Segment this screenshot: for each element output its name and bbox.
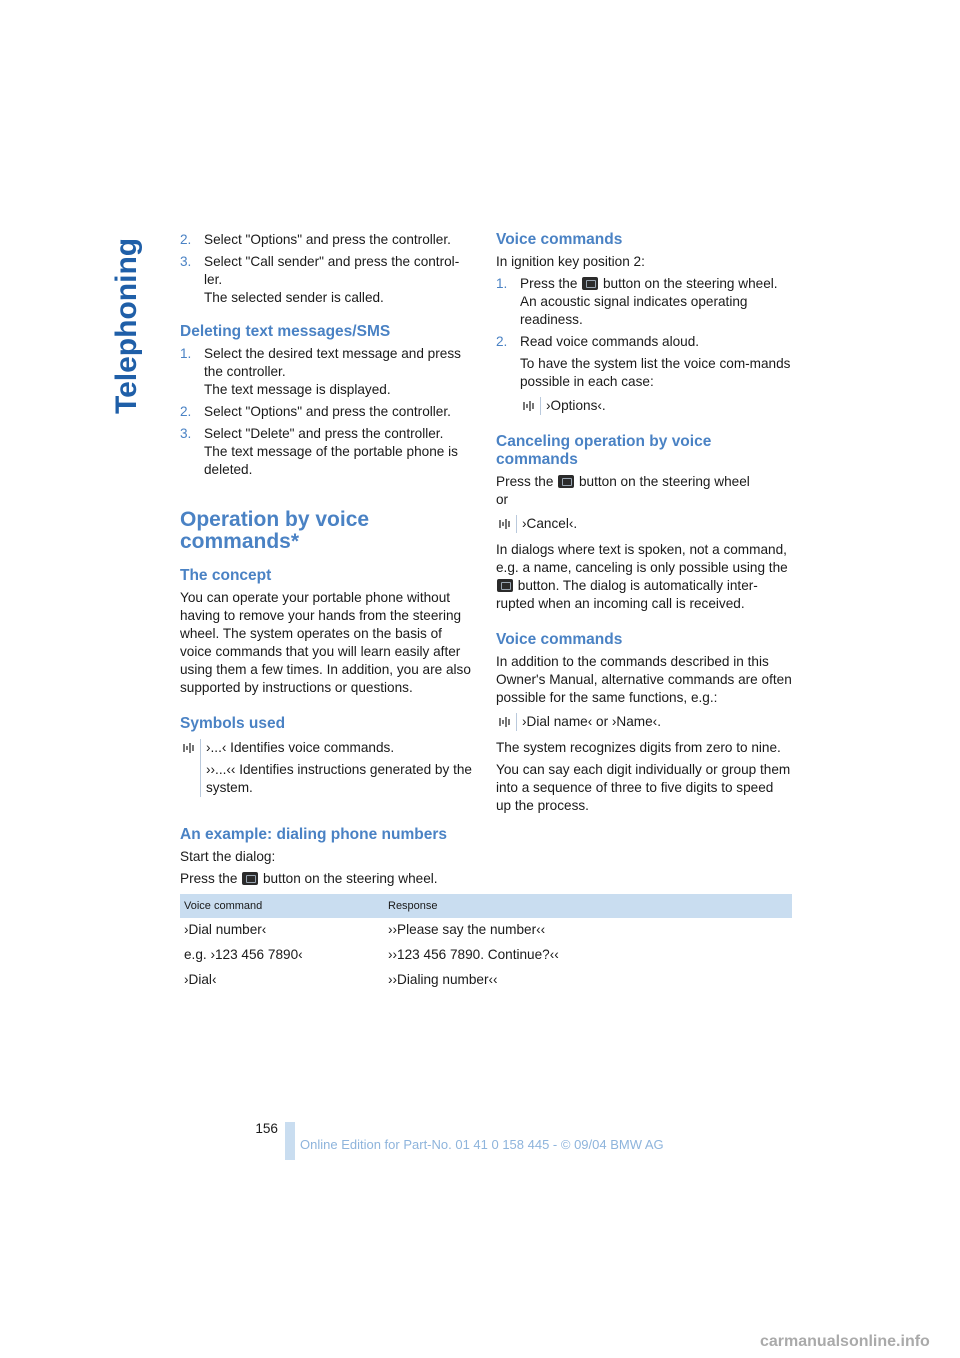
heading-the-concept: The concept [180, 567, 272, 584]
concept-paragraph: You can operate your portable phone without having to remove your hands from the steering wheel. The system operates on the basis of voice commands that you will learn easily after using them a few times. In addition, you are also supported by instructions or questions. [180, 590, 471, 695]
list-item [180, 345, 476, 399]
voice-command-icon [520, 397, 541, 415]
table-cell: ››123 456 7890. Continue?‹‹ [384, 943, 792, 968]
heading-canceling-operation: Canceling operation by voice commands [496, 433, 712, 468]
voice-command-icon [496, 713, 517, 731]
dialog-text: button. The dialog is automatically inter-rupted when an incoming call is received. [496, 578, 758, 611]
steering-wheel-voice-button-icon [582, 277, 598, 290]
heading-example-dialing: An example: dialing phone numbers [180, 826, 447, 843]
voice-command-table [180, 894, 792, 993]
heading-symbols-used: Symbols used [180, 715, 286, 732]
step-number: 1. [496, 276, 508, 291]
table-row [180, 918, 792, 943]
list-item [180, 253, 476, 307]
step-hint-text: To have the system list the voice com-mands possible in each case: [520, 356, 791, 389]
dialog-text: In dialogs where text is spoken, not a command, e.g. a name, canceling is only possible using the [496, 542, 788, 575]
symbols-voice-block [180, 739, 476, 797]
table-row [180, 968, 792, 993]
step-number: 1. [180, 346, 192, 361]
table-cell: ››Dialing number‹‹ [384, 968, 792, 993]
group-digits-text: You can say each digit individually or group them into a sequence of three to five digits to speed up the process. [496, 762, 791, 813]
step-result-text: The text message is displayed. [204, 382, 391, 397]
step-number: 2. [180, 404, 192, 419]
list-item [180, 231, 476, 249]
steering-wheel-voice-button-icon [497, 579, 513, 592]
example-section [180, 826, 792, 993]
step-text: Select the desired text message and press the controller. [204, 346, 461, 379]
steps-delete-message [180, 345, 476, 479]
steering-wheel-voice-button-icon [558, 475, 574, 488]
steps-voice-commands [496, 275, 792, 391]
step-number: 2. [180, 232, 192, 247]
table-row [180, 943, 792, 968]
options-voice-block [520, 397, 792, 415]
list-item [496, 275, 792, 329]
table-cell: e.g. ›123 456 7890‹ [180, 943, 384, 968]
dialog-cancel-paragraph [496, 541, 792, 613]
alternative-commands-text: In addition to the commands described in this Owner's Manual, alternative commands are often possible for the same functions, e.g.: [496, 654, 792, 705]
step-result-text: The selected sender is called. [204, 290, 384, 305]
cancel-paragraph [496, 473, 792, 509]
chapter-side-title [112, 230, 152, 420]
voice-command-icon [180, 739, 201, 797]
heading-deleting-messages: Deleting text messages/SMS [180, 323, 391, 340]
example-press-a: Press the [180, 871, 238, 886]
symbol-system-instruction-text: ››...‹‹ Identifies instructions generated by the system. [206, 762, 472, 795]
steering-wheel-voice-button-icon [242, 872, 258, 885]
chapter-title-text: Telephoning [110, 237, 143, 414]
step-number: 3. [180, 254, 192, 269]
column-header-voice-command: Voice command [180, 894, 384, 918]
example-press-text [180, 870, 792, 888]
symbol-voice-command-text: ›...‹ Identifies voice commands. [206, 740, 395, 755]
list-item [496, 333, 792, 391]
left-column [180, 231, 476, 805]
cancel-text: Press the [496, 474, 554, 489]
table-header-row [180, 894, 792, 918]
example-start-text: Start the dialog: [180, 849, 276, 864]
step-result-text: The text message of the portable phone is deleted. [204, 444, 458, 477]
right-column [496, 231, 792, 819]
step-text: Press the [520, 276, 578, 291]
footer-accent-bar [285, 1122, 295, 1160]
cancel-text: button on the steering wheel [578, 474, 750, 489]
page-number: 156 [255, 1121, 278, 1136]
voice-command-icon [496, 515, 517, 533]
options-command-text: ›Options‹. [546, 398, 606, 413]
step-number: 3. [180, 426, 192, 441]
table-cell: ›Dial‹ [180, 968, 384, 993]
step-number: 2. [496, 334, 508, 349]
step-text: button on the steering wheel. [602, 276, 778, 291]
step-result-text: An acoustic signal indicates operating readiness. [520, 294, 748, 327]
list-item [180, 403, 476, 421]
list-item [180, 425, 476, 479]
cancel-voice-block [496, 515, 792, 533]
watermark: carmanualsonline.info [760, 1333, 930, 1350]
column-header-response: Response [384, 894, 792, 918]
dial-name-command-text: ›Dial name‹ or ›Name‹. [522, 714, 661, 729]
footer-edition-text: Online Edition for Part-No. 01 41 0 158 445 - © 09/04 BMW AG [300, 1137, 664, 1152]
digits-text: The system recognizes digits from zero to nine. [496, 740, 781, 755]
voice-intro-text: In ignition key position 2: [496, 254, 645, 269]
table-cell: ››Please say the number‹‹ [384, 918, 792, 943]
example-press-b: button on the steering wheel. [262, 871, 438, 886]
step-text: Read voice commands aloud. [520, 334, 700, 349]
step-text: Select "Options" and press the controller. [204, 404, 451, 419]
step-text: Select "Call sender" and press the control-ler. [204, 254, 460, 287]
heading-voice-commands: Voice commands [496, 231, 623, 248]
heading-voice-commands-alternative: Voice commands [496, 631, 623, 648]
table-cell: ›Dial number‹ [180, 918, 384, 943]
step-text: Select "Options" and press the controller. [204, 232, 451, 247]
step-text: Select "Delete" and press the controller. [204, 426, 444, 441]
cancel-or-text: or [496, 492, 509, 507]
section-heading-voice-operation: Operation by voice commands* [180, 508, 370, 553]
dial-name-voice-block [496, 713, 792, 731]
steps-call-sender [180, 231, 476, 307]
cancel-command-text: ›Cancel‹. [522, 516, 578, 531]
